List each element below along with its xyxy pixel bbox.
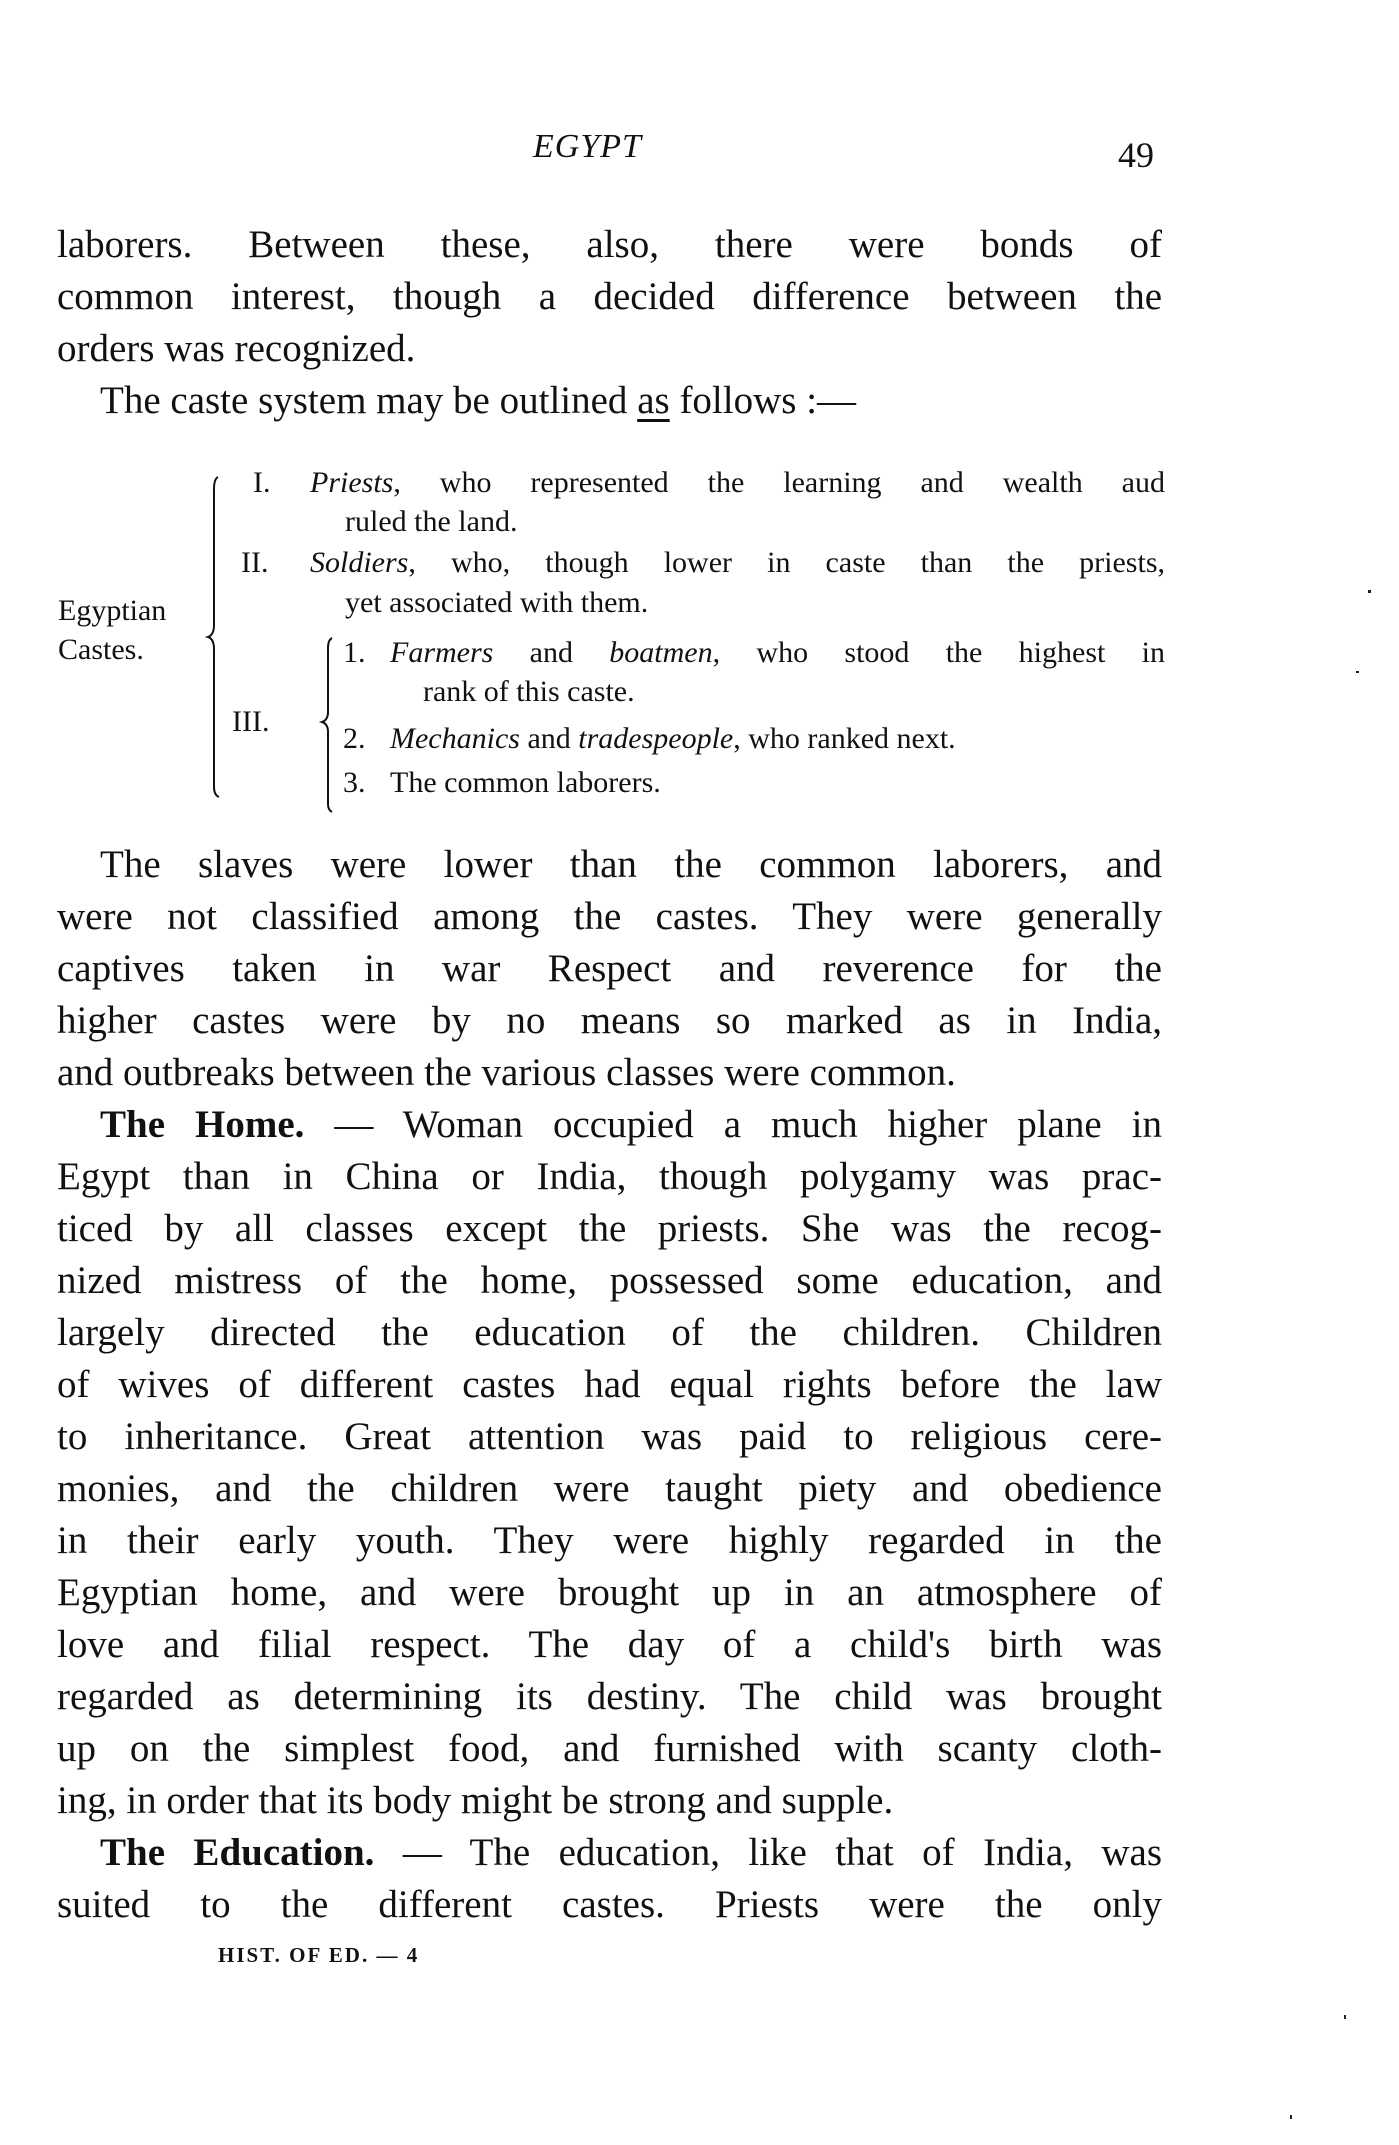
outline-intro-trail: follows :— xyxy=(669,379,857,422)
text-line: monies, and the children were taught piety and obedience xyxy=(57,1467,1162,1510)
outline-intro-underlined: as xyxy=(637,379,670,422)
subcaste-name: boatmen xyxy=(609,636,713,669)
caste-numeral: II. xyxy=(241,546,269,579)
text-line: and outbreaks between the various classes were common. xyxy=(57,1051,956,1094)
caste-line xyxy=(310,544,1165,582)
outline-heading-line2: Castes. xyxy=(58,633,144,666)
text-line: were not classified among the castes. They were generally xyxy=(57,895,1162,938)
outline-intro-lead: The caste system may be outlined xyxy=(100,379,638,422)
subcaste-description: , who ranked next. xyxy=(733,722,956,755)
subcaste-name: Farmers xyxy=(390,636,494,669)
signature-mark: HIST. OF ED. — 4 xyxy=(218,1943,420,1967)
em-dash: — xyxy=(304,1103,403,1146)
text-line: of wives of different castes had equal rights before the law xyxy=(57,1363,1162,1406)
page-number: 49 xyxy=(1118,135,1154,175)
text-line: Egypt than in China or India, though polygamy was prac- xyxy=(57,1155,1162,1198)
subcaste-line xyxy=(390,634,1165,672)
caste-line xyxy=(310,464,1165,502)
subcaste-name: tradespeople xyxy=(578,722,734,755)
text-line: love and filial respect. The day of a child's birth was xyxy=(57,1623,1162,1666)
subcaste-line xyxy=(390,720,1165,758)
outer-brace-icon xyxy=(204,475,226,800)
section-first-line xyxy=(100,1827,1162,1879)
subcaste-line-cont: rank of this caste. xyxy=(423,675,635,708)
text-line: regarded as determining its destiny. The child was brought xyxy=(57,1675,1162,1718)
text-line: nized mistress of the home, possessed some education, and xyxy=(57,1259,1162,1302)
text-line: The slaves were lower than the common laborers, and xyxy=(100,843,1162,886)
subcaste-join: and xyxy=(519,722,579,755)
subcaste-name: Mechanics xyxy=(390,722,520,755)
scan-speck xyxy=(1344,2015,1346,2019)
caste-description: , who, though lower in caste than the priests, xyxy=(408,546,1165,579)
text-run: The education, like that of India, was xyxy=(469,1831,1163,1874)
subcaste-line: The common laborers. xyxy=(390,766,661,799)
caste-description: , who represented the learning and wealth aud xyxy=(393,466,1165,499)
running-head xyxy=(0,122,1399,175)
scan-speck xyxy=(1368,590,1371,593)
caste-name: Priests xyxy=(310,466,394,499)
caste-line-cont: yet associated with them. xyxy=(345,586,649,619)
section-first-line xyxy=(100,1099,1162,1151)
text-line: common interest, though a decided difference between the xyxy=(57,275,1162,318)
text-line: in their early youth. They were highly regarded in the xyxy=(57,1519,1162,1562)
text-line: ticed by all classes except the priests. She was the recog- xyxy=(57,1207,1162,1250)
running-head-title: EGYPT xyxy=(533,128,642,165)
text-line: ing, in order that its body might be strong and supple. xyxy=(57,1779,894,1822)
scan-speck xyxy=(1356,671,1359,673)
text-run: Woman occupied a much higher plane in xyxy=(402,1103,1162,1146)
section-heading-home: The Home. xyxy=(100,1103,305,1146)
text-line: higher castes were by no means so marked as in India, xyxy=(57,999,1162,1042)
em-dash: — xyxy=(374,1831,470,1874)
text-line: largely directed the education of the children. Children xyxy=(57,1311,1162,1354)
inner-brace-icon xyxy=(318,636,338,814)
text-line: orders was recognized. xyxy=(57,327,416,370)
text-line: up on the simplest food, and furnished with scanty cloth- xyxy=(57,1727,1162,1770)
subcaste-number: 2. xyxy=(343,722,366,755)
text-line: suited to the different castes. Priests were the only xyxy=(57,1883,1162,1926)
outline-heading-line1: Egyptian xyxy=(58,594,167,627)
text-line: to inheritance. Great attention was paid to religious cere- xyxy=(57,1415,1162,1458)
section-heading-education: The Education. xyxy=(100,1831,375,1874)
text-line: Egyptian home, and were brought up in an atmosphere of xyxy=(57,1571,1162,1614)
subcaste-number: 1. xyxy=(343,636,366,669)
caste-numeral: I. xyxy=(253,466,271,499)
text-line: captives taken in war Respect and reverence for the xyxy=(57,947,1162,990)
subcaste-number: 3. xyxy=(343,766,366,799)
outline-intro-line xyxy=(100,375,1162,427)
subcaste-description: , who stood the highest in xyxy=(712,636,1165,669)
caste-line-cont: ruled the land. xyxy=(345,505,518,538)
caste-numeral: III. xyxy=(232,705,270,738)
caste-name: Soldiers xyxy=(310,546,409,579)
subcaste-join: and xyxy=(493,636,610,669)
text-line: laborers. Between these, also, there were bonds of xyxy=(57,223,1162,266)
scan-speck xyxy=(1290,2115,1292,2119)
